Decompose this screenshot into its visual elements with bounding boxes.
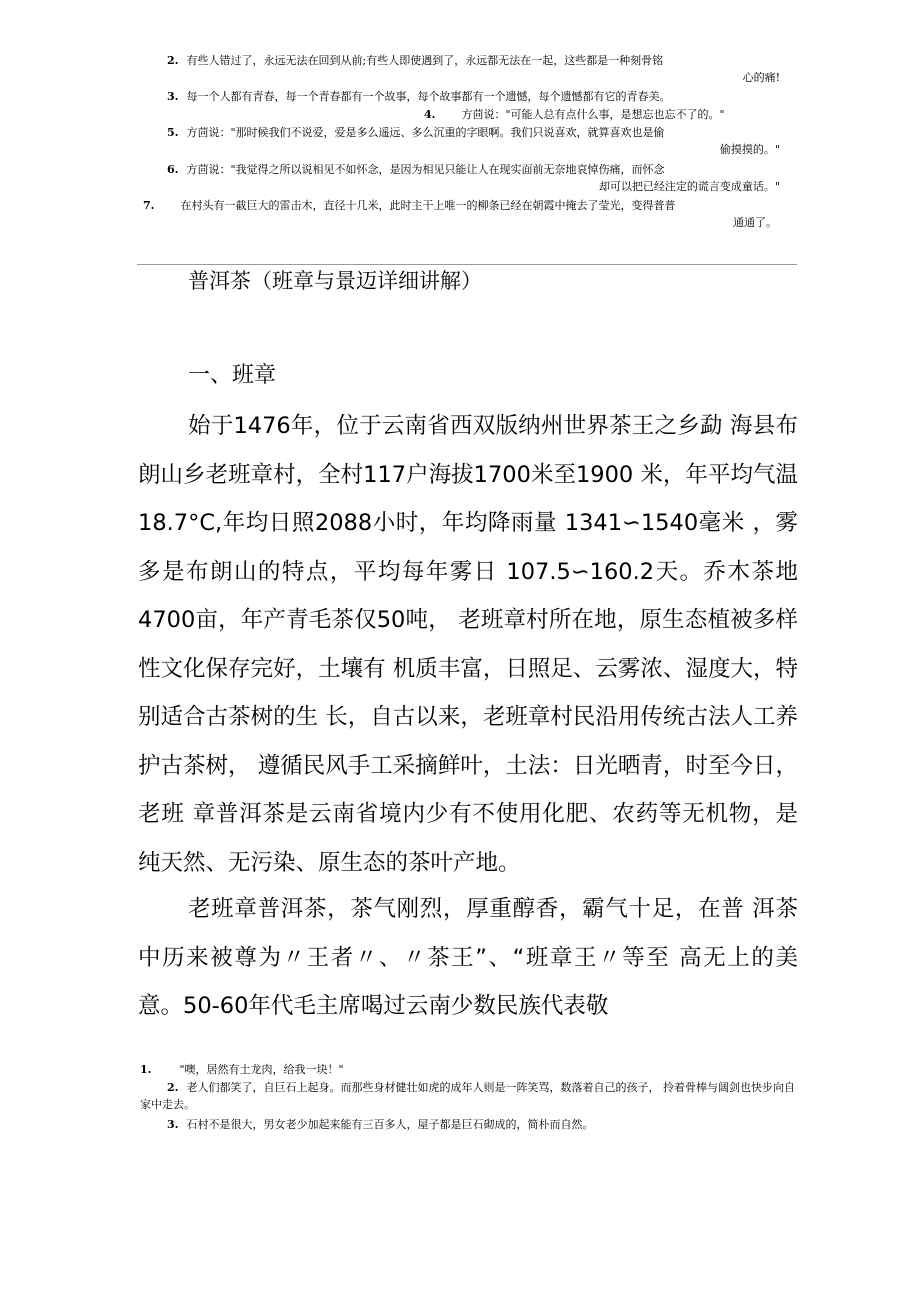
body-paragraph: 老班章普洱茶，茶气刚烈，厚重醇香，霸气十足，在普 洱茶中历来被尊为〃王者〃、〃茶王”、“班章王〃等至 高无上的美意。50-60年代毛主席喝过云南少数民族代表敬 — [138, 896, 798, 1019]
top-note-7 — [143, 198, 675, 214]
note-number: 2. — [167, 54, 179, 67]
note-text: 每一个人都有青春，每一个青春都有一个故事，每个故事都有一个遗憾，每个遗憾都有它的青春美。 — [186, 90, 671, 103]
section-heading: 一、班章 — [188, 363, 277, 388]
note-text: 方茴说："我觉得之所以说相见不如怀念，是因为相见只能让人在现实面前无奈地哀悼伤痛，而怀念 — [186, 163, 665, 176]
bottom-note-3 — [167, 1116, 593, 1133]
note-number: 4. — [424, 108, 436, 121]
top-note-5-cont — [720, 142, 780, 158]
top-note-5 — [167, 125, 665, 141]
note-number: 7. — [143, 199, 155, 212]
note-number: 6. — [167, 163, 179, 176]
note-number: 1. — [140, 1063, 152, 1076]
note-text: 有些人错过了，永远无法在回到从前;有些人即使遇到了，永远都无法在一起，这些都是一种刻骨铭 — [186, 54, 664, 67]
note-text: 在村头有一截巨大的雷击木，直径十几米，此时主干上唯一的柳条已经在朝霞中掩去了莹光，变得普普 — [180, 199, 676, 212]
note-text: 石村不是很大，男女老少加起来能有三百多人，屋子都是巨石砌成的，简朴而自然。 — [186, 1118, 594, 1131]
document-title: 普洱茶（班章与景迈详细讲解） — [188, 269, 482, 293]
top-note-4 — [424, 107, 725, 123]
note-text-continued: 却可以把已经注定的谎言变成童话。" — [598, 180, 780, 193]
note-text: 老人们都笑了，自巨石上起身。而那些身材健壮如虎的成年人则是一阵笑骂，数落着自己的孩子， 拎着骨棒与阔剑也快步向自家中走去。 — [140, 1081, 795, 1111]
top-note-2-cont — [743, 70, 780, 86]
bottom-note-2 — [140, 1079, 800, 1113]
top-note-6-cont — [599, 179, 780, 195]
note-number: 2. — [167, 1081, 179, 1094]
top-note-2 — [167, 53, 663, 69]
note-number: 3. — [167, 1118, 179, 1131]
body-paragraph: 始于1476年，位于云南省西双版纳州世界茶王之乡勐 海县布朗山乡老班章村，全村117户海拔1700米至1900 米，年平均气温18.7°C,年均日照2088小时，年均降雨量 1341∽1540毫米 ，雾多是布朗山的特点，平均每年雾日 107.5∽160.2天。乔木茶地4700亩，年产青毛茶仅50吨， 老班章村所在地，原生态植被多样性文化保存完好，土壤有 机质丰富，日照足、云雾浓、湿度大，特别适合古茶树的生 长，自古以来，老班章村民沿用传统古法人工养护古茶树， 遵循民风手工采摘鲜叶，土法：日光晒青，时至今日，老班 章普洱茶是云南省境内少有不使用化肥、农药等无机物，是 纯天然、无污染、原生态的茶叶产地。 — [138, 413, 798, 876]
top-note-6 — [167, 162, 665, 178]
note-text-continued: 通通了。 — [733, 216, 777, 229]
note-text: 方茴说："可能人总有点什么事，是想忘也忘不了的。" — [461, 108, 725, 121]
note-number: 5. — [167, 126, 179, 139]
note-text-continued: 心的痛! — [742, 71, 780, 84]
top-note-3 — [167, 89, 670, 105]
section-divider — [137, 264, 797, 265]
top-note-7-cont — [733, 215, 777, 231]
note-number: 3. — [167, 90, 179, 103]
note-text: "噢，居然有土龙肉，给我一块！" — [179, 1063, 344, 1076]
note-text: 方茴说："那时候我们不说爱，爱是多么遥远、多么沉重的字眼啊。我们只说喜欢，就算喜欢也是偷 — [186, 126, 665, 139]
note-text-continued: 偷摸摸的。" — [719, 143, 780, 156]
bottom-note-1 — [140, 1061, 344, 1078]
